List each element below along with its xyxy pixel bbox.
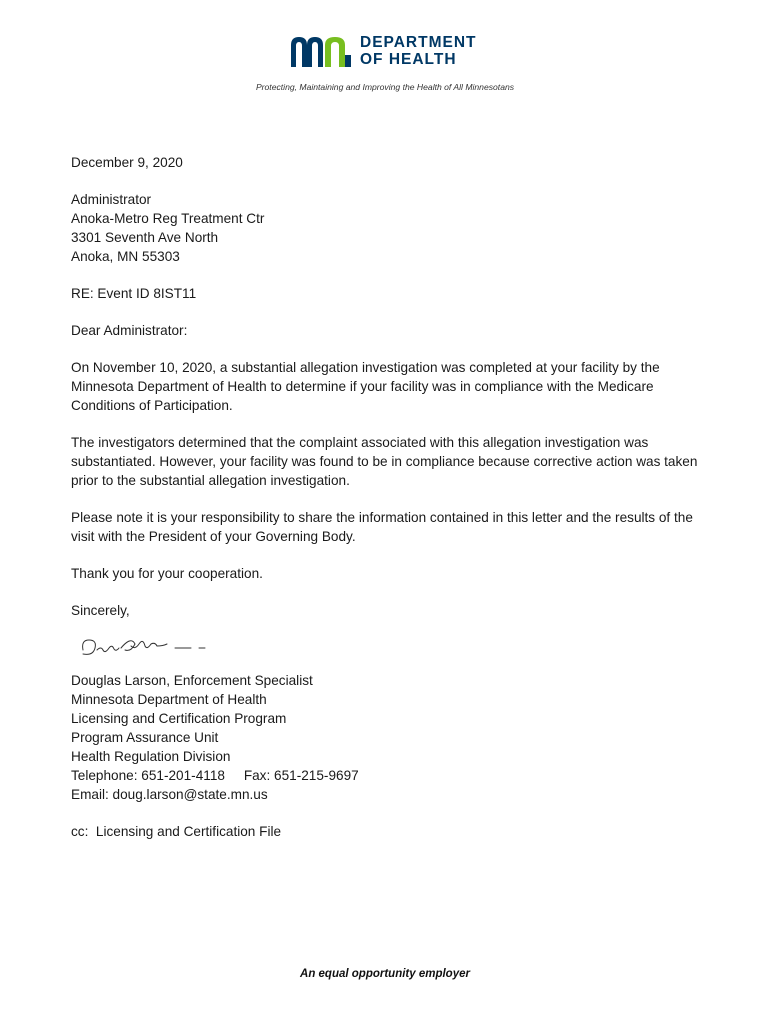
signature-line: Douglas Larson, Enforcement Specialist <box>71 673 313 688</box>
body-paragraph: On November 10, 2020, a substantial allegation investigation was completed at your facility by the Minnesota Department of Health to determine if your facility was in compliance with the Medicare Conditions of Participation. <box>71 360 660 413</box>
body-paragraph: Please note it is your responsibility to share the information contained in this letter and the results of the visit with the President of your Governing Body. <box>71 510 693 544</box>
salutation: Dear Administrator: <box>71 323 188 338</box>
contact-email: Email: doug.larson@state.mn.us <box>71 787 268 802</box>
body-paragraph: Thank you for your cooperation. <box>71 566 263 581</box>
handwritten-signature <box>75 634 215 660</box>
contact-phone-fax: Telephone: 651-201-4118 Fax: 651-215-9697 <box>71 768 359 783</box>
recipient-line: Anoka, MN 55303 <box>71 249 180 264</box>
signature-line: Minnesota Department of Health <box>71 692 267 707</box>
signature-line: Licensing and Certification Program <box>71 711 287 726</box>
reference-line: RE: Event ID 8IST11 <box>71 286 197 301</box>
cc-line: cc: Licensing and Certification File <box>71 824 282 839</box>
recipient-line: 3301 Seventh Ave North <box>71 230 219 245</box>
logo-text-line2: OF HEALTH <box>360 51 457 68</box>
footer-text: An equal opportunity employer <box>300 968 470 980</box>
letter-body <box>71 153 711 841</box>
tagline: Protecting, Maintaining and Improving the Health of All Minnesotans <box>255 82 515 92</box>
closing: Sincerely, <box>71 603 130 618</box>
letter-date: December 9, 2020 <box>71 155 183 170</box>
recipient-line: Anoka-Metro Reg Treatment Ctr <box>71 211 265 226</box>
body-paragraph: The investigators determined that the complaint associated with this allegation investigation was substantiated. However, your facility was found to be in compliance because corrective action was taken prior to the substantial allegation investigation. <box>71 435 698 488</box>
recipient-line: Administrator <box>71 192 152 207</box>
recipient-address <box>71 190 711 266</box>
mdh-logo <box>289 34 477 68</box>
logo-text-line1: DEPARTMENT <box>360 34 477 51</box>
signature-block <box>71 671 711 804</box>
signature-line: Program Assurance Unit <box>71 730 219 745</box>
signature-line: Health Regulation Division <box>71 749 231 764</box>
mn-logo-mark <box>289 35 353 67</box>
